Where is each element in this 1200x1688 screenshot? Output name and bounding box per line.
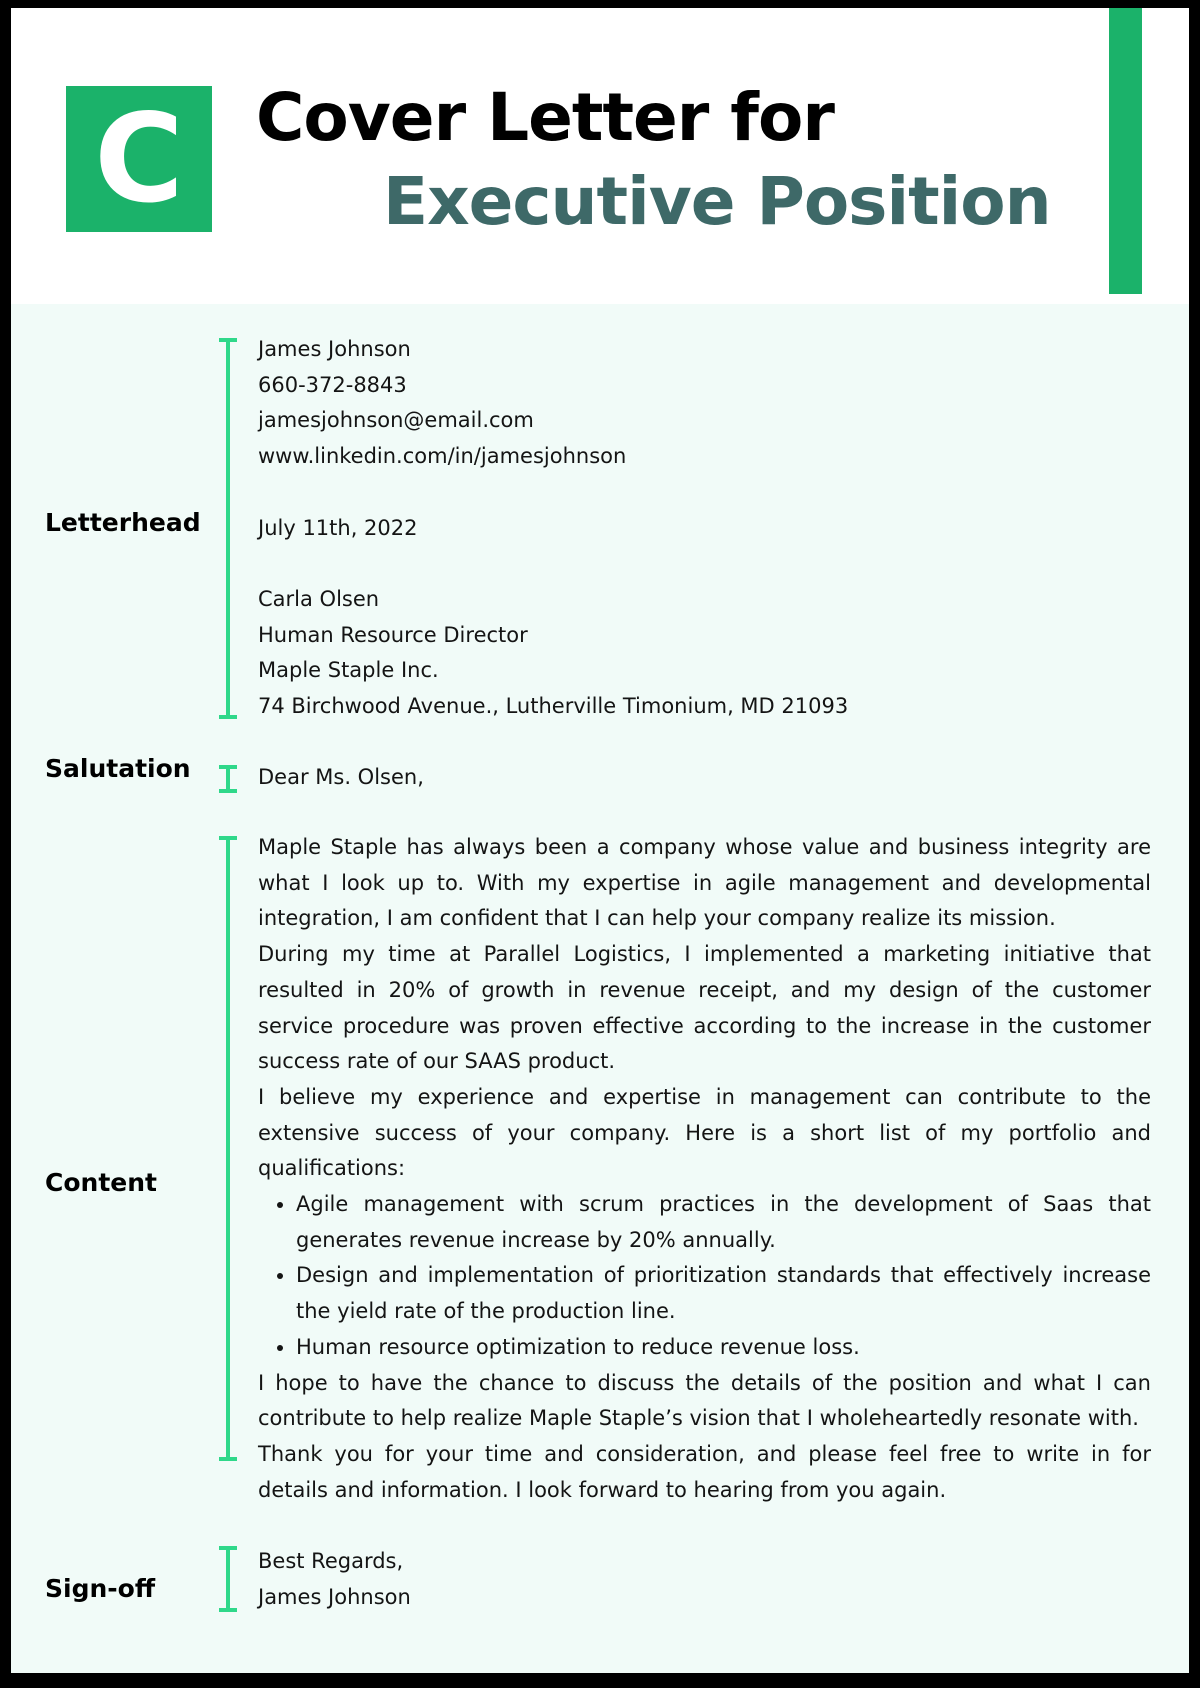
sender-linkedin: www.linkedin.com/in/jamesjohnson	[258, 444, 627, 469]
letterhead-block	[258, 332, 1151, 725]
sender-name: James Johnson	[258, 337, 411, 361]
content-paragraph-2: During my time at Parallel Logistics, I implemented a marketing initiative that resulted in 20% of growth in revenue receipt, and my design of the customer service procedure was proven effective according to the increase in the customer success rate of our SAAS product.	[258, 942, 1151, 1074]
sender-phone: 660-372-8843	[258, 372, 407, 397]
recipient-name: Carla Olsen	[258, 586, 380, 611]
bracket-salutation	[219, 765, 237, 793]
section-label-salutation: Salutation	[45, 754, 191, 783]
content-paragraph-4: I hope to have the chance to discuss the details of the position and what I can contribute to help realize Maple Staple’s vision that I wholeheartedly resonate with.	[258, 1370, 1151, 1431]
content-block	[258, 830, 1151, 1508]
accent-bar	[1109, 8, 1142, 294]
recipient-address: 74 Birchwood Avenue., Lutherville Timonium, MD 21093	[258, 694, 849, 718]
bracket-content	[219, 836, 237, 1461]
section-label-letterhead: Letterhead	[45, 508, 201, 537]
page-title-line2: Executive Position	[383, 163, 1051, 240]
signoff-block	[258, 1544, 1151, 1615]
content-paragraph-5: Thank you for your time and consideration, and please feel free to write in for details and information. I look forward to hearing from you again.	[258, 1441, 1151, 1502]
salutation-block	[258, 760, 1151, 796]
content-paragraph-3: I believe my experience and expertise in management can contribute to the extensive success of your company. Here is a short list of my portfolio and qualifications:	[258, 1084, 1151, 1181]
list-item: • Human resource optimization to reduce revenue loss.	[296, 1330, 1151, 1366]
list-item: • Agile management with scrum practices in the development of Saas that generates revenue increase by 20% annually.	[296, 1187, 1151, 1258]
page-header	[11, 8, 1189, 304]
letter-date: July 11th, 2022	[258, 515, 418, 540]
recipient-company: Maple Staple Inc.	[258, 658, 439, 683]
cover-letter-page	[11, 8, 1189, 1673]
list-item: • Design and implementation of prioritization standards that effectively increase the yield rate of the production line.	[296, 1258, 1151, 1329]
recipient-title: Human Resource Director	[258, 622, 528, 647]
logo-letter: C	[94, 88, 184, 230]
content-paragraph-1: Maple Staple has always been a company whose value and business integrity are what I look up to. With my expertise in agile management and developmental integration, I am confident that I can help your company realize its mission.	[258, 835, 1151, 931]
bracket-signoff	[219, 1546, 237, 1612]
signoff-name: James Johnson	[258, 1584, 411, 1609]
section-label-signoff: Sign-off	[45, 1574, 156, 1603]
page-title-line1: Cover Letter for	[256, 79, 834, 156]
salutation-text: Dear Ms. Olsen,	[258, 765, 424, 789]
section-label-content: Content	[45, 1168, 157, 1197]
sender-email: jamesjohnson@email.com	[258, 408, 534, 433]
logo	[66, 86, 212, 232]
bracket-letterhead	[219, 338, 237, 719]
qualifications-list	[258, 1187, 1151, 1366]
signoff-closing: Best Regards,	[258, 1549, 404, 1573]
